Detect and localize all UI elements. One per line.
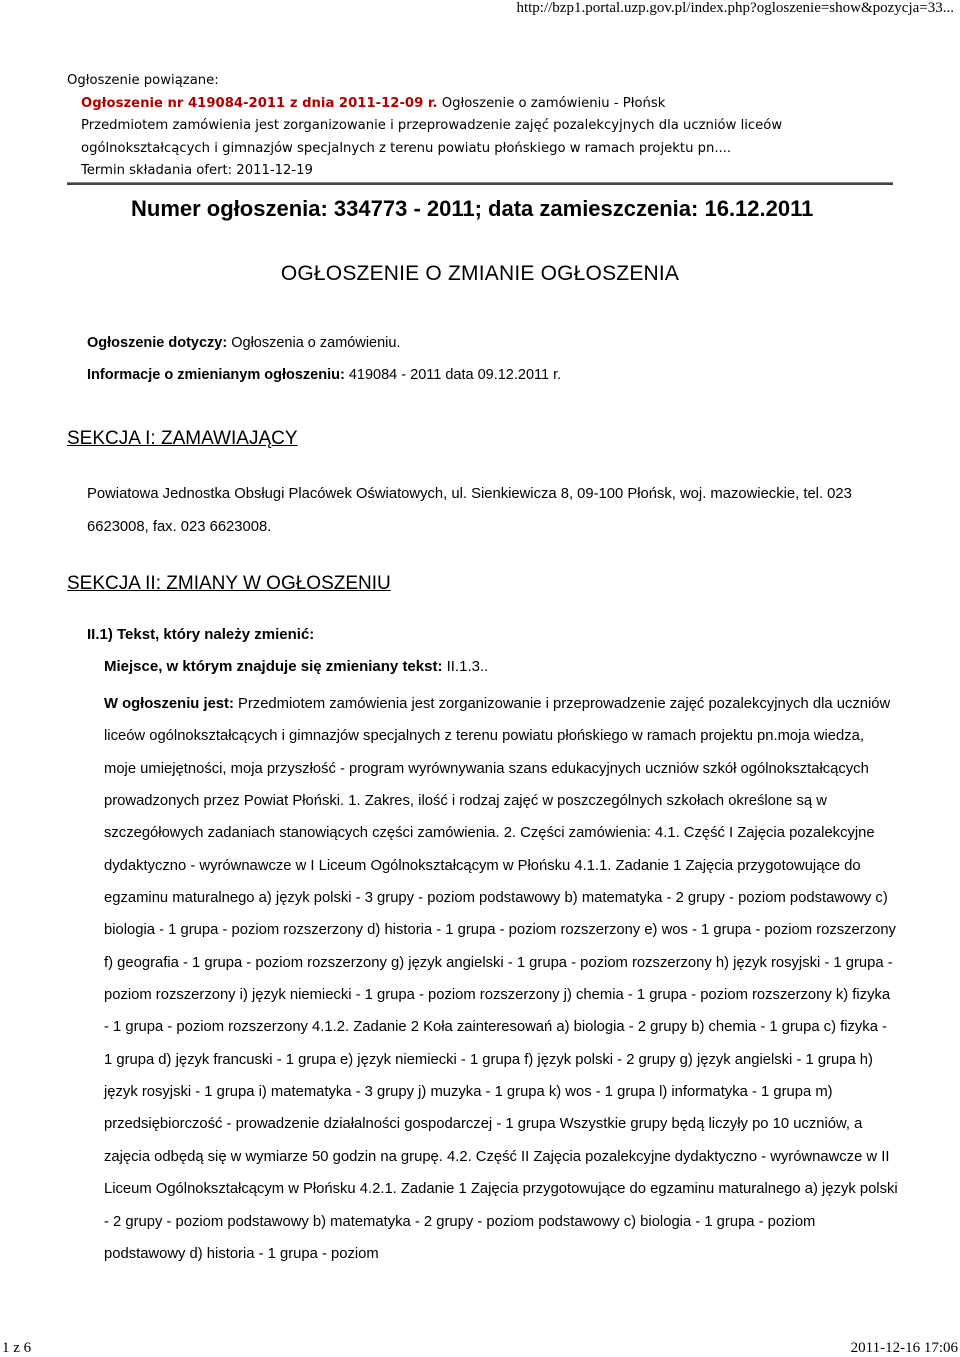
notice-concerns-value: Ogłoszenia o zamówieniu. (227, 335, 401, 351)
current-text-body: Przedmiotem zamówienia jest zorganizowanie i przeprowadzenie zajęć pozalekcyjnych dla uczniów liceów ogólnokształcących i gimnazjów specjalnych z terenu powiatu płońskiego w ramach projektu pn.moja wiedza, moje umiejętności, moja przyszłość - program wyrównywania szans edukacyjnych uczniów szkół ogólnokształcących prowadzonych przez Powiat Płoński. 1. Zakres, ilość i rodzaj zajęć w poszczególnych szkołach określone są w szczegółowych zadaniach stanowiących części zamówienia. 2. Części zamówienia: 4.1. Część I Zajęcia pozalekcyjne dydaktyczno - wyrównawcze w I Liceum Ogólnokształcącym w Płońsku 4.1.1. Zadanie 1 Zajęcia przygotowujące do egzaminu maturalnego a) język polski - 3 grupy - poziom podstawowy b) matematyka - 2 grupy - poziom podstawowy c) biologia - 1 grupa - poziom rozszerzony d) historia - 1 grupa - poziom rozszerzony e) wos - 1 grupa - poziom rozszerzony f) geografia - 1 grupa - poziom rozszerzony g) język angielski - 1 grupa - poziom rozszerzony h) język rosyjski - 1 grupa - poziom rozszerzony i) język niemiecki - 1 grupa - poziom rozszerzony j) chemia - 1 grupa - poziom rozszerzony k) fizyka - 1 grupa - poziom rozszerzony 4.1.2. Zadanie 2 Koła zainteresowań a) biologia - 2 grupy b) chemia - 1 grupa c) fizyka - 1 grupa d) język francuski - 1 grupa e) język niemiecki - 1 grupa f) język polski - 2 grupy g) język angielski - 1 grupa h) język rosyjski - 1 grupa i) matematyka - 3 grupy j) muzyka - 1 grupa k) wos - 1 grupa l) informatyka - 1 grupa m) przedsiębiorczość - prowadzenie działalności gospodarczej - 1 grupa Wszystkie grupy będą liczyły po 10 uczniów, a zajęcia odbędą się w wymiarze 50 godzin na grupę. 4.2. Część II Zajęcia pozalekcyjne dydaktyczno - wyrównawcze w II Liceum Ogólnokształcącym w Płońsku 4.2.1. Zadanie 1 Zajęcia przygotowujące do egzaminu maturalnego a) język polski - 2 grupy - poziom podstawowy b) matematyka - 2 grupy - poziom podstawowy c) biologia - 1 grupa - poziom podstawowy d) historia - 1 grupa - poziom (104, 696, 898, 1262)
related-deadline: Termin składania ofert: 2011-12-19 (81, 163, 313, 178)
current-text-paragraph (104, 688, 899, 1270)
section-1-heading: SEKCJA I: ZAMAWIAJĄCY (67, 428, 298, 449)
section-2-heading: SEKCJA II: ZMIANY W OGŁOSZENIU (67, 573, 391, 594)
changed-notice-info (87, 367, 561, 383)
related-notice-link[interactable]: Ogłoszenie nr 419084-2011 z dnia 2011-12-09 r. (81, 95, 438, 111)
notice-concerns (87, 335, 401, 351)
related-link-line (67, 93, 897, 116)
changed-notice-info-value: 419084 - 2011 data 09.12.2011 r. (344, 367, 562, 383)
contracting-authority-address: Powiatowa Jednostka Obsługi Placówek Oświatowych, ul. Sienkiewicza 8, 09-100 Płońsk, woj. mazowieckie, tel. 023 6623008, fax. 023 6623008. (87, 486, 852, 535)
changed-text-location (104, 658, 488, 675)
page-title: OGŁOSZENIE O ZMIANIE OGŁOSZENIA (280, 262, 680, 285)
current-text-label: W ogłoszeniu jest: (104, 696, 234, 712)
changed-text-location-label: Miejsce, w którym znajduje się zmieniany tekst: (104, 658, 443, 675)
changed-text-location-value: II.1.3.. (442, 658, 489, 675)
horizontal-divider (67, 182, 893, 185)
notice-concerns-label: Ogłoszenie dotyczy: (87, 335, 228, 351)
section-2-1-heading: II.1) Tekst, który należy zmienić: (87, 626, 315, 643)
print-page-number: 1 z 6 (2, 1340, 32, 1356)
print-datetime: 2011-12-16 17:06 (850, 1340, 958, 1356)
related-notice (67, 70, 897, 183)
related-label: Ogłoszenie powiązane: (67, 73, 219, 88)
changed-notice-info-label: Informacje o zmienianym ogłoszeniu: (87, 367, 345, 383)
related-description: Przedmiotem zamówienia jest zorganizowanie i przeprowadzenie zajęć pozalekcyjnych dla uczniów liceów ogólnokształcących i gimnazjów specjalnych z terenu powiatu płońskiego w ramach projektu pn.... (81, 118, 783, 156)
notice-number: Numer ogłoszenia: 334773 - 2011; data zamieszczenia: 16.12.2011 (131, 196, 814, 221)
print-header-url: http://bzp1.portal.uzp.gov.pl/index.php?ogloszenie=show&pozycja=33... (516, 0, 954, 16)
related-link-rest: Ogłoszenie o zamówieniu - Płońsk (437, 95, 666, 111)
